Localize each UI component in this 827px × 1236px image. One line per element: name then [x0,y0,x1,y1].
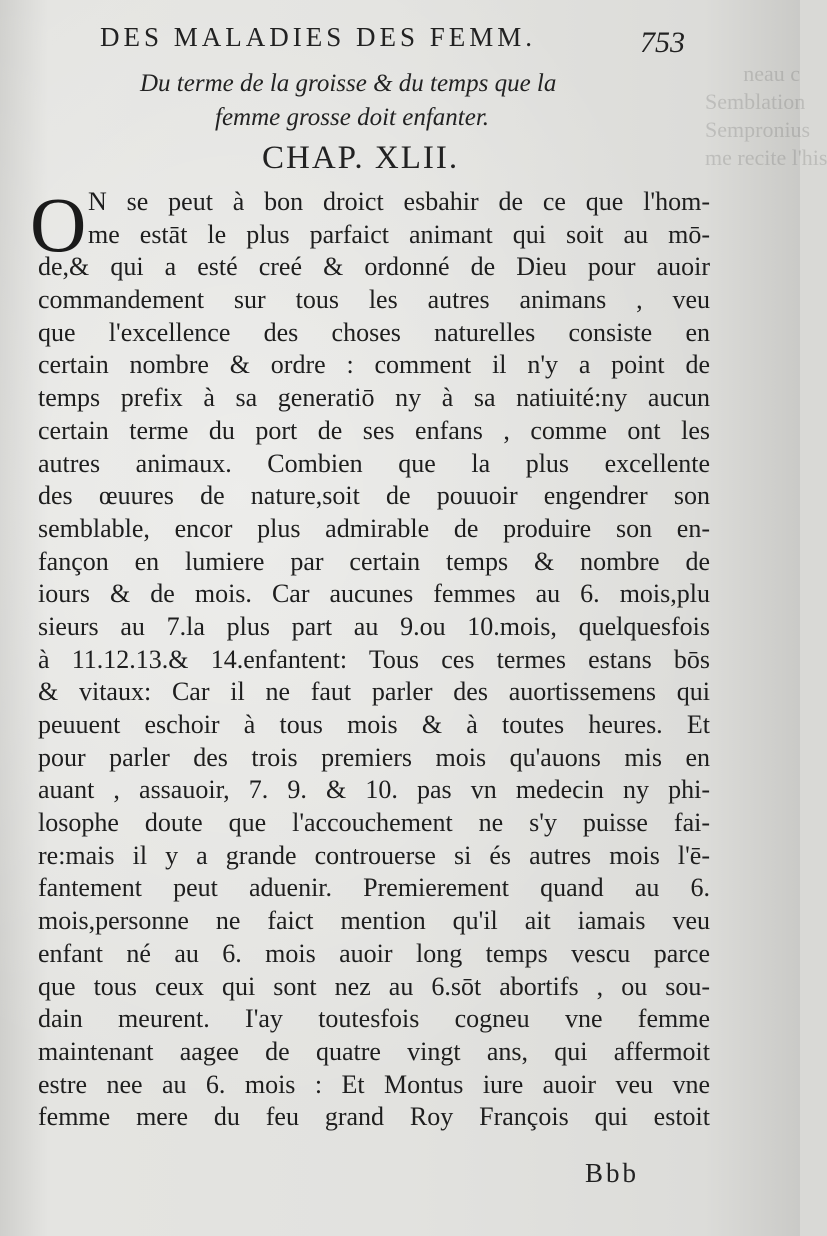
text-line: à 11.12.13.& 14.enfantent: Tous ces termes estans bōs [38,644,710,674]
chapter-heading: CHAP. XLII. [262,140,460,176]
drop-cap: O [30,181,87,268]
text-line: commandement sur tous les autres animans , veu [38,285,710,315]
chapter-title-line-2: femme grosse doit enfanter. [215,104,490,131]
running-head: DES MALADIES DES FEMM. [100,22,537,52]
text-line: semblable, encor plus admirable de produire son en- [38,513,710,543]
chapter-title-line-1: Du terme de la groisse & du temps que la [140,70,557,97]
text-line: fantement peut aduenir. Premierement quand au 6. [38,873,710,903]
signature-mark: Bbb [585,1158,640,1188]
text-line: que tous ceux qui sont nez au 6.sōt abortifs , ou sou- [38,971,710,1001]
text-line: que l'excellence des choses naturelles consiste en [38,317,710,347]
text-line: peuuent eschoir à tous mois & à toutes heures. Et [38,710,710,739]
text-line: enfant né au 6. mois auoir long temps vescu parce [38,938,710,968]
text-line: auant , assauoir, 7. 9. & 10. pas vn medecin ny phi- [38,775,710,805]
page-number: 753 [640,26,685,59]
text-line: autres animaux. Combien que la plus excellente [38,448,710,478]
text-line: iours & de mois. Car aucunes femmes au 6. mois,plu [38,579,710,609]
text-line: femme mere du feu grand Roy François qui estoit [38,1102,710,1132]
text-line: de,& qui a esté creé & ordonné de Dieu pour auoir [38,252,710,282]
body-text [38,186,710,1134]
text-line: sieurs au 7.la plus part au 9.ou 10.mois, quelquesfois [38,611,710,641]
text-line: temps prefix à sa generatiō ny à sa natiuité:ny aucun [38,383,710,413]
text-line: mois,personne ne faict mention qu'il ait iamais veu [38,906,710,936]
text-line: & vitaux: Car il ne faut parler des auortissemens qui [38,677,710,707]
text-line: dain meurent. I'ay toutesfois cogneu vne femme [38,1004,710,1034]
text-line: losophe doute que l'accouchement ne s'y puisse fai- [38,808,710,838]
text-line: certain terme du port de ses enfans , comme ont les [38,415,710,445]
text-line: N se peut à bon droict esbahir de ce que l'hom- [88,187,710,216]
text-line: fançon en lumiere par certain temps & nombre de [38,546,710,576]
text-line: me estāt le plus parfaict animant qui soit au mō- [88,219,710,249]
text-line: estre nee au 6. mois : Et Montus iure auoir veu vne [38,1069,710,1099]
text-line: re:mais il y a grande controuerse si és autres mois l'ē- [38,840,710,870]
text-line: pour parler des trois premiers mois qu'auons mis en [38,742,710,772]
text-line: maintenant aagee de quatre vingt ans, qui affermoit [38,1036,710,1066]
text-line: certain nombre & ordre : comment il n'y a point de [38,350,710,380]
show-through-text: neau c Semblation Sempronius me recite l'his [705,61,827,170]
text-line: des œuures de nature,soit de pouuoir engendrer son [38,481,710,511]
